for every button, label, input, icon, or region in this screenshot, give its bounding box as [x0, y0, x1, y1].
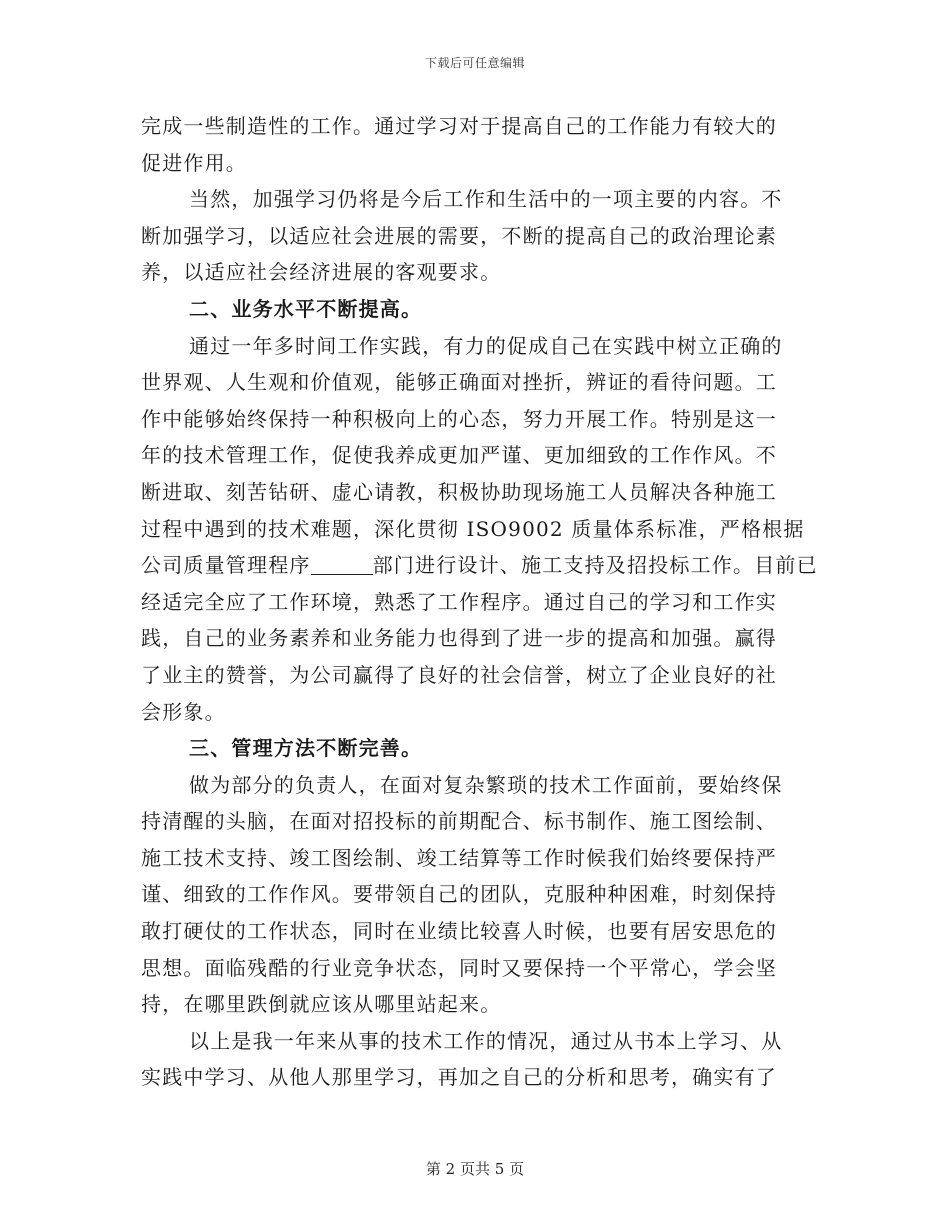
line-text: 实践中学习、从他人那里学习，再加之自己的分析和思考，确实有了: [141, 1065, 777, 1090]
text-line: [141, 694, 801, 731]
line-text: 持，在哪里跌倒就应该从哪里站起来。: [141, 992, 502, 1017]
section-heading: [141, 291, 801, 328]
text-line: [141, 767, 801, 804]
line-text: 过程中遇到的技术难题，深化贯彻 ISO9002 质量体系标准，严格根据: [141, 516, 805, 541]
text-line: [141, 364, 801, 401]
text-line: [141, 181, 801, 218]
page-header: 下载后可任意编辑: [424, 56, 525, 70]
document-body: [141, 108, 818, 1096]
text-line: [141, 108, 801, 145]
line-text: 思想。面临残酷的行业竞争状态，同时又要保持一个平常心，学会坚: [141, 955, 777, 980]
line-text: 通过一年多时间工作实践，有力的促成自己在实践中树立正确的: [189, 333, 783, 358]
line-text: 敢打硬仗的工作状态，同时在业绩比较喜人时候，也要有居安思危的: [141, 919, 777, 944]
text-line: [141, 1023, 801, 1060]
line-text: 做为部分的负责人，在面对复杂繁琐的技术工作面前，要始终保: [189, 772, 783, 797]
line-text: 三、管理方法不断完善。: [189, 736, 423, 761]
line-text: 了业主的赞誉，为公司赢得了良好的社会信誉，树立了企业良好的社: [141, 662, 777, 687]
text-line: [141, 254, 801, 291]
text-line: [141, 584, 801, 621]
line-text: 当然，加强学习仍将是今后工作和生活中的一项主要的内容。不: [189, 187, 783, 212]
text-line: [141, 950, 801, 987]
line-text: 经适完全应了工作环境，熟悉了工作程序。通过自己的学习和工作实: [141, 589, 777, 614]
line-text: 二、业务水平不断提高。: [189, 296, 423, 321]
text-line: [141, 547, 818, 584]
page-footer: 第 2 页共 5 页: [425, 1160, 525, 1178]
text-line: [141, 657, 801, 694]
fill-in-blank: [311, 554, 373, 575]
line-text: 施工技术支持、竣工图绘制、竣工结算等工作时候我们始终要保持严: [141, 845, 777, 870]
line-text: 年的技术管理工作，促使我养成更加严谨、更加细致的工作作风。不: [141, 443, 777, 468]
line-text: 促进作用。: [141, 150, 247, 175]
text-line: [141, 511, 805, 548]
line-text: 公司质量管理程序: [141, 553, 311, 578]
line-text: 养，以适应社会经济进展的客观要求。: [141, 260, 502, 285]
text-line: [141, 474, 801, 511]
line-text: 断进取、刻苦钻研、虚心请教，积极协助现场施工人员解决各种施工: [141, 479, 777, 504]
text-line: [141, 986, 801, 1023]
line-text: 完成一些制造性的工作。通过学习对于提高自己的工作能力有较大的: [141, 114, 777, 138]
text-line: [141, 876, 801, 913]
text-line: [141, 803, 801, 840]
line-text: 谨、细致的工作作风。要带领自己的团队，克服种种困难，时刻保持: [141, 882, 777, 907]
section-heading: [141, 730, 801, 767]
text-line: [141, 620, 801, 657]
line-text: 会形象。: [141, 699, 226, 724]
line-text: 以上是我一年来从事的技术工作的情况，通过从书本上学习、从: [189, 1028, 783, 1053]
line-text-continued: 部门进行设计、施工支持及招投标工作。目前已: [372, 553, 818, 578]
text-line: [141, 840, 801, 877]
text-line: [141, 218, 801, 255]
text-line: [141, 437, 801, 474]
text-line: [141, 401, 801, 438]
line-text: 作中能够始终保持一种积极向上的心态，努力开展工作。特别是这一: [141, 406, 777, 431]
line-text: 践，自己的业务素养和业务能力也得到了进一步的提高和加强。赢得: [141, 626, 777, 651]
line-text: 持清醒的头脑，在面对招投标的前期配合、标书制作、施工图绘制、: [141, 809, 777, 834]
text-line: [141, 145, 801, 182]
text-line: [141, 1059, 801, 1096]
line-text: 断加强学习，以适应社会进展的需要，不断的提高自己的政治理论素: [141, 223, 777, 248]
text-line: [141, 328, 801, 365]
line-text: 世界观、人生观和价值观，能够正确面对挫折，辨证的看待问题。工: [141, 370, 777, 395]
text-line: [141, 913, 801, 950]
